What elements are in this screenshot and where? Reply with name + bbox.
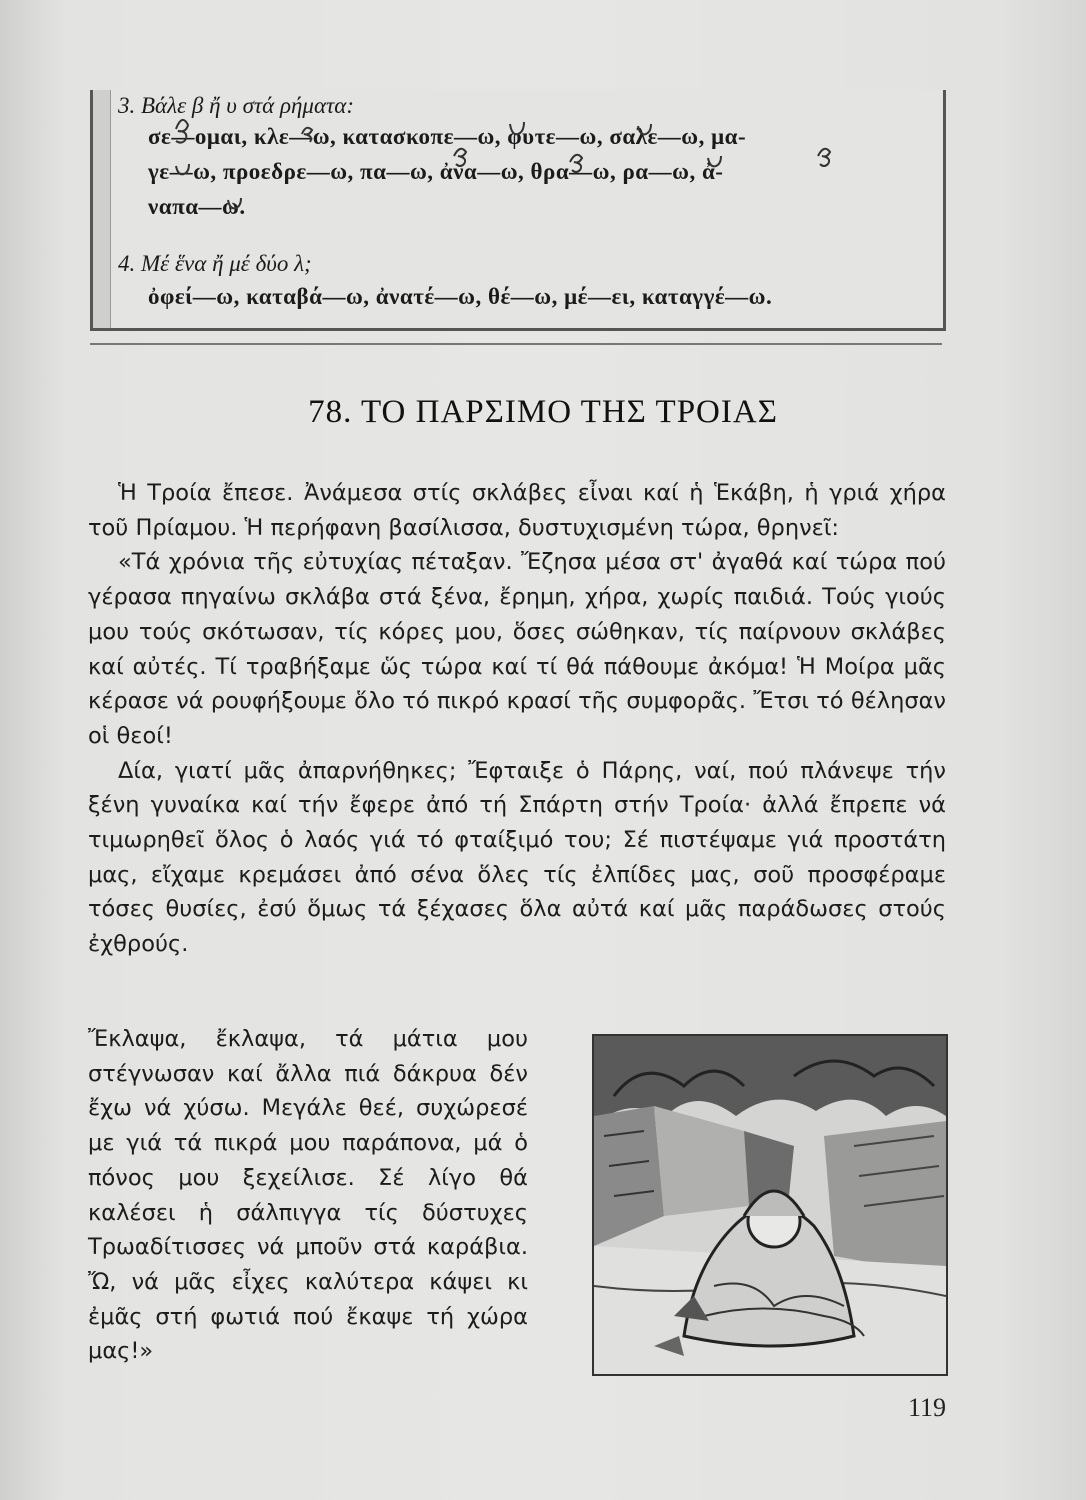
exercise-4-label: 4. Μέ ἕνα ἤ μέ δύο λ;: [118, 251, 312, 276]
handwritten-mark: [570, 155, 582, 172]
page-number: 119: [908, 1393, 947, 1422]
handwritten-mark: [510, 122, 524, 134]
exercise-4-line-1: ὀφεί—ω, καταβά—ω, ἀνατέ—ω, θέ—ω, μέ—ει, καταγγέ—ω.: [148, 284, 773, 309]
exercise-3-label: 3. Βάλε β ἤ υ στά ρήματα:: [118, 93, 354, 118]
handwritten-mark: [176, 120, 188, 143]
exercise-3-line-1: σε—ομαι, κλε—ω, κατασκοπε—ω, φυτε—ω, σαλε—ω, μα-: [148, 124, 747, 149]
main-text: [88, 476, 946, 962]
paragraph: Δία, γιατί μᾶς ἀπαρνήθηκες; Ἔφταιξε ὁ Πάρης, ναί, πού πλάνεψε τήν ξένη γυναίκα καί τήν ἔφερε ἀπό τή Σπάρτη στήν Τροία· ἀλλά ἔπρεπε νά τιμωρηθεῖ ὅλος ὁ λαός γιά τό φταίξιμό του; Σέ πιστέψαμε γιά προστάτη μας, εἴχαμε κρεμάσει ἀπό σένα ὅλες τίς ἐλπίδες μας, σοῦ προσφέραμε τόσες θυσίες, ἐσύ ὅμως τά ξέχασες ὅλα αὐτά καί μᾶς παράδωσες στούς ἐχθρούς.: [88, 757, 946, 958]
paragraph: Ἡ Τροία ἔπεσε. Ἀνάμεσα στίς σκλάβες εἶναι καί ἡ Ἑκάβη, ἡ γριά χήρα τοῦ Πρίαμου. Ἡ περήφανη βασίλισσα, δυστυχισμένη τώρα, θρηνεῖ:: [88, 480, 946, 541]
paragraph: «Τά χρόνια τῆς εὐτυχίας πέταξαν. Ἔζησα μέσα στ' ἀγαθά καί τώρα πού γέρασα πηγαίνω σκλάβα στά ξένα, ἔρημη, χήρα, χωρίς παιδιά. Τούς γιούς μου τούς σκότωσαν, τίς κόρες μου, ὅσες σώθηκαν, τίς παίρνουν σκλάβες καί αὐτές. Τί τραβήξαμε ὥς τώρα καί τί θά πάθουμε ἀκόμα! Ἡ Μοίρα μᾶς κέρασε νά ρουφήξουμε ὅλο τό πικρό κρασί τῆς συμφορᾶς. Ἔτσι τό θέλησαν οἱ θεοί!: [88, 549, 946, 749]
handwritten-mark: [228, 198, 241, 208]
hecuba-ruins-illustration: [594, 1036, 946, 1374]
handwritten-marks: [0, 0, 1086, 240]
handwritten-mark: [638, 124, 651, 134]
exercise-3-line-2: γε—ω, προεδρε—ω, πα—ω, ἀνα—ω, θρα—ω, ρα—ω, ἀ-: [148, 159, 724, 184]
handwritten-mark: [818, 149, 830, 166]
illustration: [592, 1034, 948, 1376]
paragraph: Ἔκλαψα, ἔκλαψα, τά μάτια μου στέγνωσαν καί ἄλλα πιά δάκρυα δέν ἔχω νά χύσω. Μεγάλε θεέ, συχώρεσέ με γιά τά πικρά μου παράπονα, μά ὁ πόνος μου ξεχείλισε. Σέ λίγο θά καλέσει ἡ σάλπιγγα τίς δύστυχες Τρωαδίτισσες νά μποῦν στά καράβια. Ὤ, νά μᾶς εἶχες καλύτερα κάψει κι ἐμᾶς στή φωτιά πού ἔκαψε τή χώρα μας!»: [88, 1026, 528, 1365]
exercise-3-line-3: ναπα—ω.: [148, 194, 246, 219]
handwritten-mark: [708, 156, 721, 166]
handwritten-mark: [176, 164, 189, 174]
handwritten-mark: [454, 149, 466, 166]
handwritten-mark: [302, 128, 312, 142]
divider: [90, 343, 942, 345]
column-text: [88, 1022, 528, 1369]
chapter-title: 78. ΤΟ ΠΑΡΣΙΜΟ ΤΗΣ ΤΡΟΙΑΣ: [308, 394, 778, 430]
